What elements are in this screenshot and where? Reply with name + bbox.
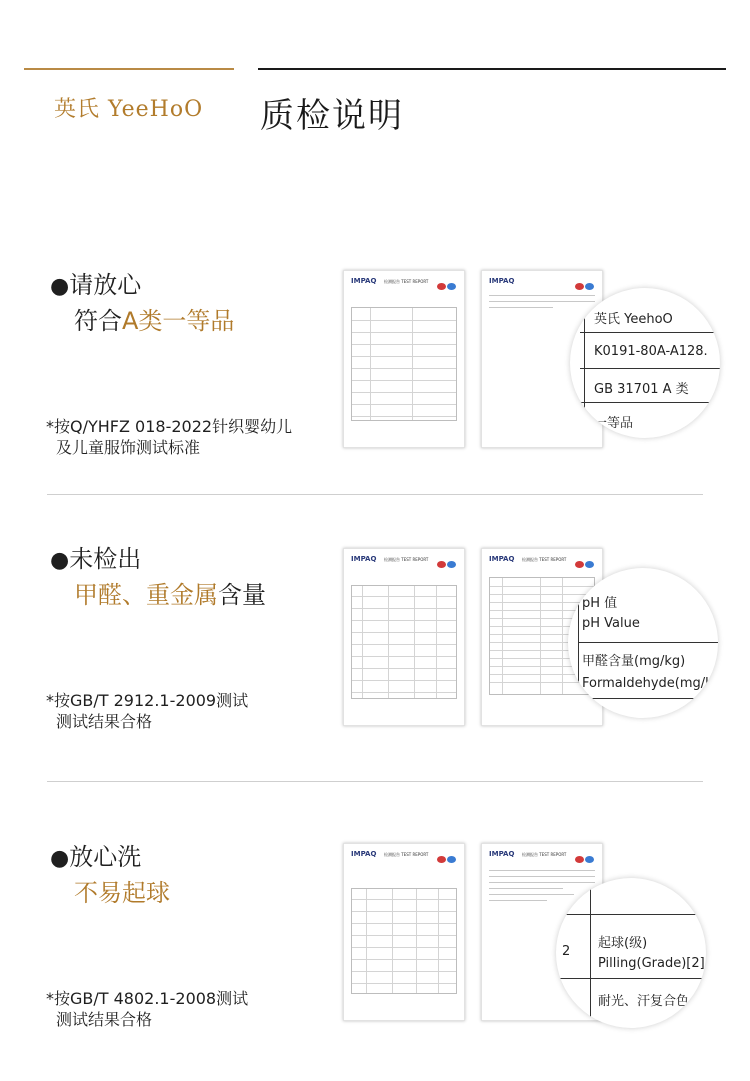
section-1-note-line2: 及儿童服饰测试标准 <box>56 438 201 457</box>
section-3-note-line1: *按GB/T 4802.1-2008测试 <box>46 989 249 1008</box>
zoom-text: K0191-80A-A128. <box>594 344 708 359</box>
section-2-title-highlight: 甲醛、重金属 <box>74 581 218 609</box>
section-3-note-line2: 测试结果合格 <box>56 1010 153 1029</box>
zoom-text: 英氏 YeehoO <box>594 312 673 327</box>
zoom-text: 耐光、汗复合色 <box>598 994 690 1009</box>
zoom-text: Pilling(Grade)[2] <box>598 956 705 971</box>
report-logo: IMPAQ <box>489 277 515 285</box>
section-2-title: ●未检出 甲醛、重金属含量 <box>50 545 266 609</box>
report-title: 检测报告 TEST REPORT <box>522 557 567 562</box>
page-title: 质检说明 <box>260 96 404 136</box>
report-page-thumbnail <box>343 270 465 448</box>
report-logo: IMPAQ <box>351 850 377 858</box>
report-logo: IMPAQ <box>351 555 377 563</box>
report-title: 检测报告 TEST REPORT <box>384 557 429 562</box>
zoom-text: pH 值 <box>582 596 618 611</box>
section-3-note <box>46 988 248 1030</box>
zoom-text: Formaldehyde(mg/k <box>582 676 713 691</box>
section-2-note-line1: *按GB/T 2912.1-2009测试 <box>46 691 249 710</box>
report-logo: IMPAQ <box>351 277 377 285</box>
section-1-title: ●请放心 符合A类一等品 <box>50 271 235 335</box>
report-logo: IMPAQ <box>489 555 515 563</box>
certification-seals-icon <box>574 275 596 283</box>
section-1-note-line1: *按Q/YHFZ 018-2022针织婴幼儿 <box>46 417 293 436</box>
section-2-title-line1: 未检出 <box>69 545 142 573</box>
report-table <box>351 585 457 699</box>
section-2-title-plain: 含量 <box>218 581 266 609</box>
report-page-thumbnail <box>343 843 465 1021</box>
report-page-thumbnail <box>343 548 465 726</box>
section-1-title-highlight: A类一等品 <box>122 307 235 335</box>
section-2-note <box>46 690 248 732</box>
certification-seals-icon <box>436 553 458 561</box>
section-divider <box>47 781 703 782</box>
section-3-title-line1: 放心洗 <box>69 843 142 871</box>
report-logo: IMPAQ <box>489 850 515 858</box>
certification-seals-icon <box>436 848 458 856</box>
report-title: 检测报告 TEST REPORT <box>384 852 429 857</box>
zoom-text: 甲醛含量(mg/kg) <box>582 654 686 669</box>
report-zoom-magnifier <box>568 568 718 718</box>
report-table <box>351 307 457 421</box>
report-zoom-magnifier <box>570 288 720 438</box>
zoom-text: 一等品 <box>594 416 634 431</box>
section-1-note <box>46 416 292 458</box>
zoom-text: 起球(级) <box>598 936 648 951</box>
header-gold-rule <box>24 68 234 70</box>
brand-logo: 英氏 YeeHoO <box>54 97 204 122</box>
report-title: 检测报告 TEST REPORT <box>522 852 567 857</box>
section-divider <box>47 494 703 495</box>
section-1-title-line1: 请放心 <box>69 271 142 299</box>
section-3-title: ●放心洗 不易起球 <box>50 843 170 907</box>
certification-seals-icon <box>574 553 596 561</box>
certification-seals-icon <box>436 275 458 283</box>
zoom-value: 2 <box>562 944 571 959</box>
zoom-text: pH Value <box>582 616 640 631</box>
section-3-title-highlight: 不易起球 <box>74 879 170 907</box>
report-table <box>351 888 457 994</box>
zoom-text: GB 31701 A 类 <box>594 382 689 397</box>
report-title: 检测报告 TEST REPORT <box>384 279 429 284</box>
header-dark-rule <box>258 68 726 70</box>
certification-seals-icon <box>574 848 596 856</box>
section-1-title-plain: 符合 <box>74 307 122 335</box>
section-2-note-line2: 测试结果合格 <box>56 712 153 731</box>
report-zoom-magnifier <box>556 878 706 1028</box>
